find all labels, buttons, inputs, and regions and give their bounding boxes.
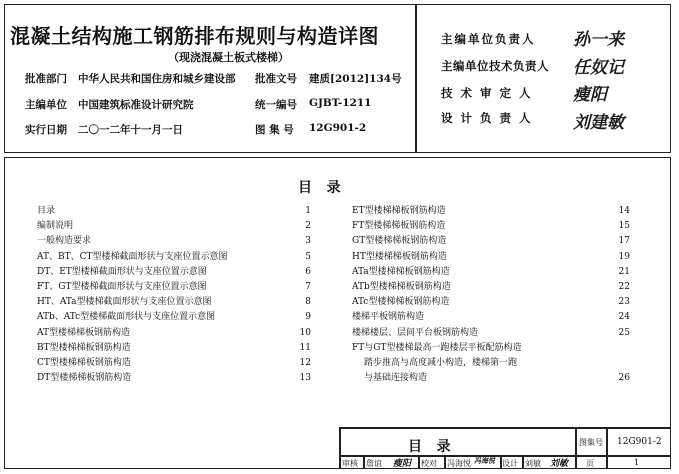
toc-entry[interactable]: [352, 204, 638, 219]
toc-entry[interactable]: [37, 219, 313, 234]
toc-entry[interactable]: [37, 280, 313, 295]
approval-no-label: 批准文号: [255, 73, 297, 85]
title-block-top-line: [339, 427, 670, 429]
toc-entry-title: ATa型楼梯梯板钢筋构造: [352, 266, 450, 277]
toc-entry[interactable]: [37, 341, 313, 356]
toc-entry-title: FT、GT型楼梯截面形状与支座位置示意图: [37, 281, 207, 292]
toc-entry-page: 13: [299, 373, 311, 384]
atlas-no-label: 图 集 号: [255, 124, 294, 136]
toc-entry-page: 25: [618, 327, 630, 338]
person-role: 技 术 审 定 人: [441, 86, 533, 100]
toc-entry-title: BT型楼梯梯板钢筋构造: [37, 342, 131, 353]
toc-entry[interactable]: [352, 371, 638, 386]
toc-entry-title: ATb型楼梯梯板钢筋构造: [352, 281, 451, 292]
approval-dept-label: 批准部门: [25, 73, 67, 85]
person-role: 设 计 负 责 人: [441, 111, 533, 125]
unified-no-label: 统一编号: [255, 99, 297, 111]
toc-entry[interactable]: [352, 295, 638, 310]
page-value: 1: [634, 458, 640, 467]
unified-no-value: GJBT-1211: [309, 97, 372, 109]
title-block-divider: [418, 455, 420, 468]
toc-entry-page: 15: [618, 221, 630, 232]
contents-right-column: [352, 204, 638, 386]
toc-entry[interactable]: [37, 234, 313, 249]
toc-entry-title: 踏步推高与高度减小构造，楼梯第一跑: [364, 357, 518, 368]
toc-entry-title: CT型楼梯梯板钢筋构造: [37, 357, 131, 368]
toc-entry-page: 1: [305, 206, 311, 216]
toc-entry-page: 10: [299, 327, 311, 338]
atlas-subtitle: （现浇混凝土板式楼梯）: [168, 51, 289, 64]
toc-entry-page: 2: [305, 221, 311, 232]
toc-entry[interactable]: [37, 326, 313, 341]
title-block-divider: [444, 455, 446, 468]
toc-entry-page: 22: [618, 281, 630, 292]
toc-entry[interactable]: [37, 204, 313, 219]
design-signature: 刘敏: [550, 459, 569, 469]
handwritten-signature: 瘦阳: [573, 85, 607, 105]
toc-entry[interactable]: [352, 310, 638, 325]
design-label: 设计: [502, 459, 518, 468]
check-signature: 冯海悦: [474, 456, 495, 465]
toc-entry-title: HT、ATa型楼梯截面形状与支座位置示意图: [37, 297, 212, 308]
toc-entry-page: 19: [618, 251, 630, 262]
toc-entry[interactable]: [352, 280, 638, 295]
review-signature: 瘦阳: [393, 459, 412, 469]
toc-entry-title: FT型楼梯梯板钢筋构造: [352, 221, 446, 232]
toc-entry-title: 编制说明: [37, 221, 74, 232]
toc-entry-title: 楼梯楼层、层间平台板钢筋构造: [352, 327, 479, 338]
toc-entry-page: 26: [618, 373, 630, 384]
toc-entry-title: HT型楼梯梯板钢筋构造: [352, 251, 447, 262]
toc-entry[interactable]: [352, 356, 638, 371]
contents-left-column: [37, 204, 313, 386]
toc-entry-title: FT与GT型楼梯最高一跑楼层平板配筋构造: [352, 342, 522, 353]
toc-entry-page: 11: [299, 342, 311, 353]
review-label: 审核: [342, 459, 358, 468]
title-block-left-line: [339, 427, 341, 468]
toc-entry[interactable]: [37, 371, 313, 386]
toc-entry-title: 楼梯平板钢筋构造: [352, 312, 425, 323]
toc-entry-page: 24: [618, 312, 630, 323]
editor-unit-value: 中国建筑标准设计研究院: [78, 99, 194, 111]
approval-no-value: 建质[2012]134号: [309, 73, 402, 85]
toc-entry-title: DT型楼梯梯板钢筋构造: [37, 373, 132, 384]
toc-entry-page: 21: [618, 266, 630, 277]
toc-entry-page: 3: [305, 236, 311, 247]
toc-entry-title: AT、BT、CT型楼梯截面形状与支座位置示意图: [37, 251, 228, 262]
check-label: 校对: [421, 459, 437, 468]
toc-entry[interactable]: [37, 250, 313, 265]
toc-entry[interactable]: [37, 265, 313, 280]
toc-entry-title: ET型楼梯梯板钢筋构造: [352, 206, 446, 216]
design-name: 刘敏: [525, 459, 541, 468]
title-block-atlas-value: 12G901-2: [617, 437, 662, 447]
toc-entry[interactable]: [352, 326, 638, 341]
toc-entry-page: 14: [618, 206, 630, 216]
toc-entry-page: 23: [618, 297, 630, 308]
editor-unit-label: 主编单位: [25, 99, 67, 111]
title-block-divider: [606, 427, 608, 468]
toc-entry-title: 与基础连接构造: [364, 373, 428, 384]
toc-entry-title: ATb、ATc型楼梯截面形状与支座位置示意图: [37, 312, 216, 323]
toc-entry[interactable]: [352, 341, 638, 356]
toc-entry-title: 一般构造要求: [37, 236, 92, 247]
person-role: 主编单位技术负责人: [441, 59, 549, 73]
title-block-title: 目 录: [408, 439, 451, 455]
approval-dept-value: 中华人民共和国住房和城乡建设部: [78, 73, 236, 85]
toc-entry[interactable]: [37, 295, 313, 310]
toc-entry-page: 6: [305, 266, 311, 277]
toc-entry-page: 12: [299, 357, 311, 368]
check-name: 冯海悦: [447, 459, 471, 468]
toc-entry-title: ATc型楼梯梯板钢筋构造: [352, 297, 450, 308]
title-block-mid-line: [339, 455, 670, 457]
title-block-atlas-label: 图集号: [579, 438, 603, 447]
header-divider: [415, 4, 417, 152]
contents-heading: 目 录: [298, 180, 341, 196]
handwritten-signature: 孙一来: [573, 30, 624, 50]
atlas-title: 混凝土结构施工钢筋排布规则与构造详图: [10, 24, 379, 48]
title-block-divider: [575, 427, 577, 468]
page-label: 页: [586, 459, 594, 468]
effective-date-value: 二〇一二年十一月一日: [78, 124, 183, 136]
toc-entry-page: 8: [305, 297, 311, 308]
toc-entry-title: GT型楼梯梯板钢筋构造: [352, 236, 447, 247]
toc-entry-page: 7: [305, 281, 311, 292]
toc-entry-page: 5: [305, 251, 311, 262]
toc-entry[interactable]: [37, 356, 313, 371]
toc-entry-page: 9: [305, 312, 311, 323]
title-block-divider: [363, 455, 365, 468]
person-role: 主编单位负责人: [441, 32, 536, 46]
handwritten-signature: 刘建敏: [573, 113, 624, 133]
toc-entry-page: 17: [618, 236, 630, 247]
toc-entry[interactable]: [352, 234, 638, 249]
toc-entry[interactable]: [37, 310, 313, 325]
title-block-divider: [522, 455, 524, 468]
toc-entry[interactable]: [352, 250, 638, 265]
review-name: 詹谊: [366, 459, 382, 468]
atlas-no-value: 12G901-2: [309, 122, 367, 134]
toc-entry-title: 目录: [37, 206, 56, 216]
toc-entry[interactable]: [352, 219, 638, 234]
toc-entry-title: DT、ET型楼梯截面形状与支座位置示意图: [37, 266, 207, 277]
handwritten-signature: 任奴记: [573, 58, 624, 78]
effective-date-label: 实行日期: [25, 124, 67, 136]
toc-entry-title: AT型楼梯梯板钢筋构造: [37, 327, 131, 338]
toc-entry[interactable]: [352, 265, 638, 280]
